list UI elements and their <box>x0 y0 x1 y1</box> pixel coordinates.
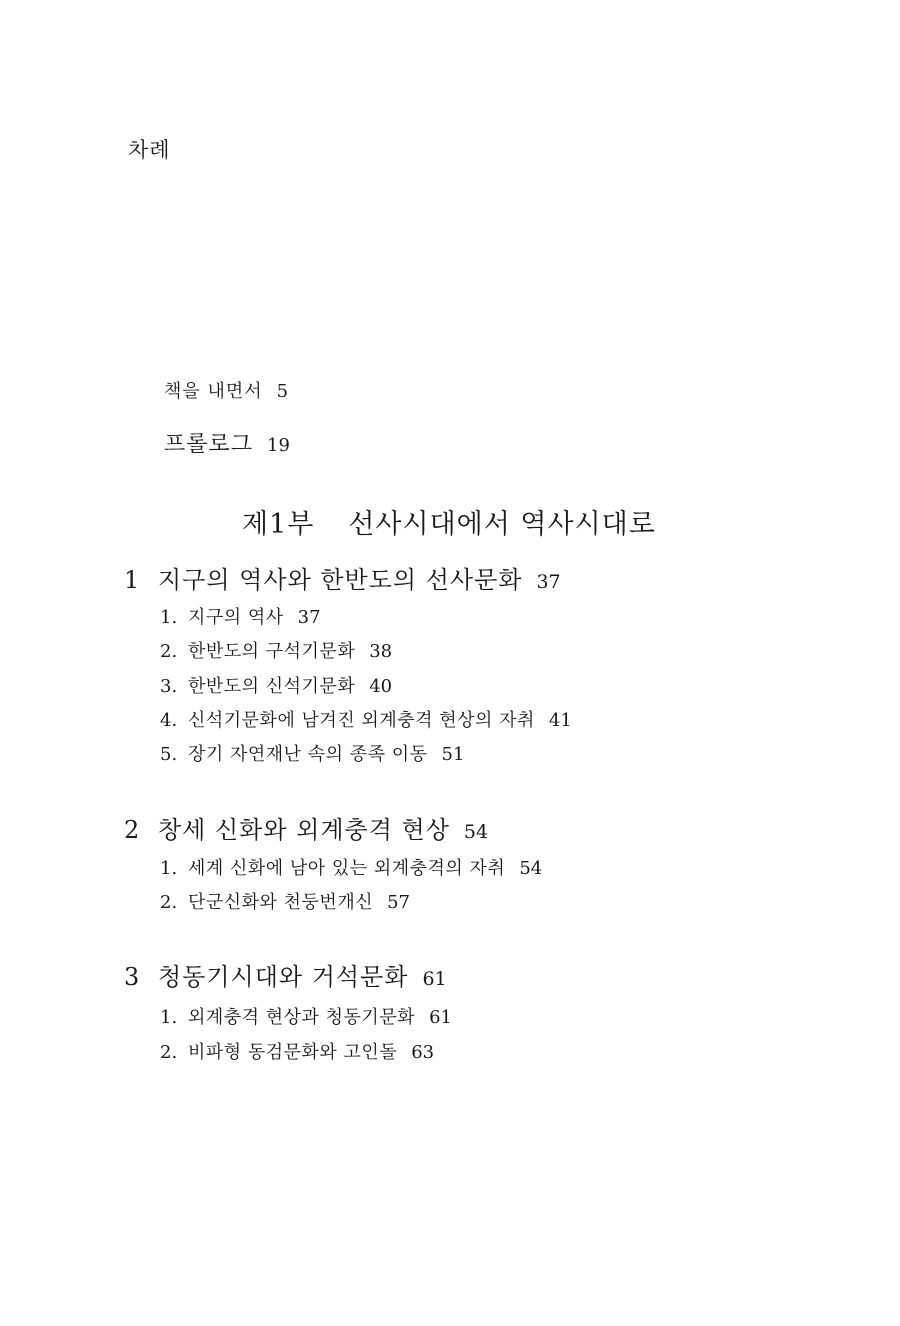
chapter-heading[interactable] <box>124 957 447 992</box>
section-title: 외계충격 현상과 청동기문화 <box>188 1007 416 1028</box>
chapter-page: 61 <box>422 968 447 990</box>
section-item[interactable] <box>160 854 542 880</box>
section-number: 1. <box>160 607 178 628</box>
section-item[interactable] <box>160 706 572 732</box>
front-matter-page: 19 <box>267 435 290 456</box>
section-number: 2. <box>160 641 178 662</box>
section-title: 비파형 동검문화와 고인돌 <box>188 1042 398 1063</box>
section-title: 신석기문화에 남겨진 외계충격 현상의 자취 <box>188 710 535 731</box>
section-title: 한반도의 신석기문화 <box>188 676 356 697</box>
section-number: 2. <box>160 892 178 913</box>
chapter-number: 3 <box>124 963 140 991</box>
chapter-page: 54 <box>463 821 489 843</box>
section-number: 3. <box>160 676 178 697</box>
section-page: 54 <box>519 858 543 879</box>
section-page: 57 <box>387 892 411 913</box>
chapter-page: 37 <box>536 571 561 593</box>
part-title <box>242 502 656 541</box>
front-matter-item[interactable] <box>164 377 288 403</box>
chapter-number: 2 <box>124 816 140 844</box>
section-item[interactable] <box>160 603 321 629</box>
section-title: 세계 신화에 남아 있는 외계충격의 자취 <box>188 858 506 879</box>
section-page: 61 <box>429 1007 453 1028</box>
section-title: 장기 자연재난 속의 종족 이동 <box>188 744 428 765</box>
part-name: 선사시대에서 역사시대로 <box>348 509 656 540</box>
front-matter-item[interactable] <box>164 427 290 458</box>
section-item[interactable] <box>160 672 392 698</box>
front-matter-title: 프롤로그 <box>164 432 254 457</box>
section-title: 단군신화와 천둥번개신 <box>188 892 374 913</box>
front-matter-page: 5 <box>276 381 289 402</box>
chapter-title: 지구의 역사와 한반도의 선사문화 <box>158 566 523 594</box>
section-page: 40 <box>369 676 393 697</box>
chapter-number: 1 <box>124 566 140 594</box>
section-item[interactable] <box>160 637 392 663</box>
section-number: 2. <box>160 1042 178 1063</box>
front-matter-title: 책을 내면서 <box>164 381 263 402</box>
section-page: 38 <box>369 641 393 662</box>
section-item[interactable] <box>160 1003 452 1029</box>
chapter-title: 창세 신화와 외계충격 현상 <box>158 816 450 844</box>
section-page: 37 <box>297 607 321 628</box>
section-number: 5. <box>160 744 178 765</box>
chapter-heading[interactable] <box>124 810 488 845</box>
section-title: 지구의 역사 <box>188 607 284 628</box>
toc-heading: 차례 <box>128 138 171 162</box>
section-number: 4. <box>160 710 178 731</box>
chapter-heading[interactable] <box>124 560 561 595</box>
section-page: 41 <box>548 710 572 731</box>
section-title: 한반도의 구석기문화 <box>188 641 356 662</box>
section-number: 1. <box>160 1007 178 1028</box>
section-page: 51 <box>441 744 465 765</box>
section-item[interactable] <box>160 888 410 914</box>
chapter-title: 청동기시대와 거석문화 <box>158 963 409 991</box>
section-page: 63 <box>411 1042 435 1063</box>
section-number: 1. <box>160 858 178 879</box>
section-item[interactable] <box>160 740 464 766</box>
part-label: 제1부 <box>242 509 315 540</box>
section-item[interactable] <box>160 1038 434 1064</box>
